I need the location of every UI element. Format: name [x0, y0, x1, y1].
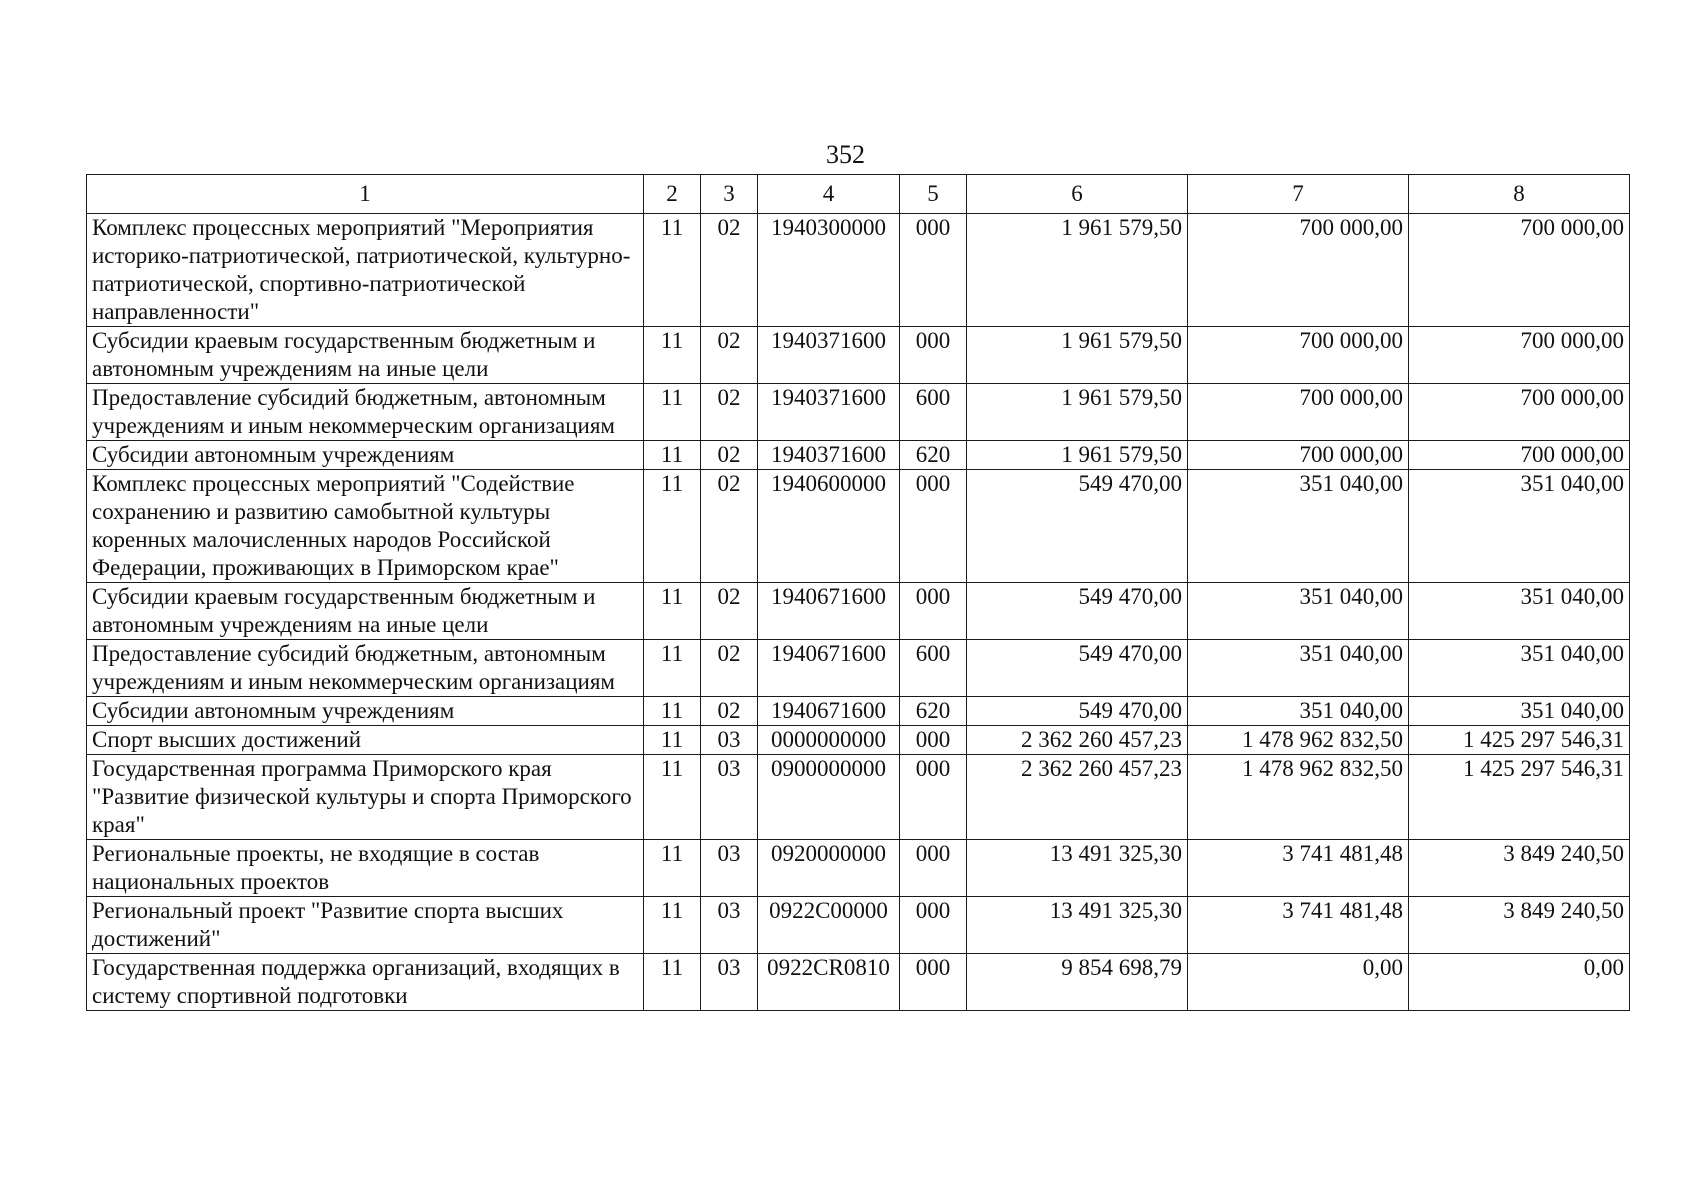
table-row	[87, 897, 1630, 954]
expense-type-code: 620	[900, 441, 967, 470]
section-code: 11	[644, 214, 701, 327]
row-name: Региональные проекты, не входящие в состав национальных проектов	[87, 840, 644, 897]
table-row	[87, 954, 1630, 1011]
target-article-code: 1940600000	[758, 470, 900, 583]
table-row	[87, 470, 1630, 583]
expense-type-code: 000	[900, 897, 967, 954]
expense-type-code: 000	[900, 840, 967, 897]
amount-col6: 1 961 579,50	[967, 327, 1188, 384]
row-name: Комплекс процессных мероприятий "Мероприятия историко-патриотической, патриотической, культурно-патриотической, спортивно-патриотической направленности"	[87, 214, 644, 327]
target-article-code: 1940371600	[758, 384, 900, 441]
amount-col8: 700 000,00	[1409, 441, 1630, 470]
table-row	[87, 583, 1630, 640]
amount-col8: 700 000,00	[1409, 214, 1630, 327]
target-article-code: 0922СR0810	[758, 954, 900, 1011]
amount-col6: 2 362 260 457,23	[967, 726, 1188, 755]
section-code: 11	[644, 897, 701, 954]
subsection-code: 03	[701, 840, 758, 897]
amount-col8: 351 040,00	[1409, 640, 1630, 697]
section-code: 11	[644, 726, 701, 755]
expense-type-code: 000	[900, 755, 967, 840]
subsection-code: 02	[701, 697, 758, 726]
row-name: Государственная поддержка организаций, входящих в систему спортивной подготовки	[87, 954, 644, 1011]
subsection-code: 02	[701, 470, 758, 583]
amount-col8: 3 849 240,50	[1409, 897, 1630, 954]
expense-type-code: 600	[900, 384, 967, 441]
table-row	[87, 214, 1630, 327]
amount-col8: 1 425 297 546,31	[1409, 726, 1630, 755]
subsection-code: 02	[701, 327, 758, 384]
amount-col7: 3 741 481,48	[1188, 840, 1409, 897]
amount-col7: 351 040,00	[1188, 697, 1409, 726]
subsection-code: 02	[701, 384, 758, 441]
section-code: 11	[644, 327, 701, 384]
subsection-code: 03	[701, 897, 758, 954]
section-code: 11	[644, 470, 701, 583]
amount-col6: 9 854 698,79	[967, 954, 1188, 1011]
amount-col7: 700 000,00	[1188, 384, 1409, 441]
column-header: 4	[758, 175, 900, 214]
expense-type-code: 620	[900, 697, 967, 726]
section-code: 11	[644, 640, 701, 697]
expense-type-code: 000	[900, 327, 967, 384]
amount-col6: 1 961 579,50	[967, 384, 1188, 441]
target-article-code: 1940671600	[758, 583, 900, 640]
amount-col7: 351 040,00	[1188, 470, 1409, 583]
table-row	[87, 441, 1630, 470]
target-article-code: 1940671600	[758, 640, 900, 697]
section-code: 11	[644, 583, 701, 640]
section-code: 11	[644, 954, 701, 1011]
subsection-code: 02	[701, 583, 758, 640]
amount-col6: 549 470,00	[967, 470, 1188, 583]
section-code: 11	[644, 755, 701, 840]
amount-col7: 700 000,00	[1188, 214, 1409, 327]
section-code: 11	[644, 384, 701, 441]
table-row	[87, 726, 1630, 755]
amount-col8: 351 040,00	[1409, 583, 1630, 640]
target-article-code: 1940671600	[758, 697, 900, 726]
row-name: Субсидии краевым государственным бюджетным и автономным учреждениям на иные цели	[87, 327, 644, 384]
expense-type-code: 000	[900, 470, 967, 583]
section-code: 11	[644, 840, 701, 897]
subsection-code: 03	[701, 954, 758, 1011]
row-name: Субсидии краевым государственным бюджетным и автономным учреждениям на иные цели	[87, 583, 644, 640]
subsection-code: 03	[701, 755, 758, 840]
table-row	[87, 640, 1630, 697]
expense-type-code: 000	[900, 583, 967, 640]
target-article-code: 0900000000	[758, 755, 900, 840]
row-name: Субсидии автономным учреждениям	[87, 697, 644, 726]
amount-col8: 351 040,00	[1409, 697, 1630, 726]
target-article-code: 1940371600	[758, 441, 900, 470]
budget-table	[86, 174, 1630, 1011]
amount-col7: 700 000,00	[1188, 441, 1409, 470]
amount-col7: 1 478 962 832,50	[1188, 755, 1409, 840]
expense-type-code: 000	[900, 726, 967, 755]
target-article-code: 1940300000	[758, 214, 900, 327]
amount-col6: 549 470,00	[967, 583, 1188, 640]
subsection-code: 02	[701, 640, 758, 697]
amount-col7: 351 040,00	[1188, 583, 1409, 640]
table-row	[87, 755, 1630, 840]
subsection-code: 02	[701, 441, 758, 470]
table-row	[87, 327, 1630, 384]
table-row	[87, 384, 1630, 441]
amount-col8: 0,00	[1409, 954, 1630, 1011]
subsection-code: 03	[701, 726, 758, 755]
target-article-code: 0000000000	[758, 726, 900, 755]
column-header: 2	[644, 175, 701, 214]
expense-type-code: 000	[900, 214, 967, 327]
row-name: Предоставление субсидий бюджетным, автономным учреждениям и иным некоммерческим организациям	[87, 384, 644, 441]
amount-col6: 13 491 325,30	[967, 897, 1188, 954]
row-name: Комплекс процессных мероприятий "Содействие сохранению и развитию самобытной культуры коренных малочисленных народов Российской Федерации, проживающих в Приморском крае"	[87, 470, 644, 583]
table-row	[87, 840, 1630, 897]
expense-type-code: 000	[900, 954, 967, 1011]
target-article-code: 0922С00000	[758, 897, 900, 954]
column-header: 5	[900, 175, 967, 214]
amount-col6: 1 961 579,50	[967, 441, 1188, 470]
amount-col8: 1 425 297 546,31	[1409, 755, 1630, 840]
row-name: Субсидии автономным учреждениям	[87, 441, 644, 470]
target-article-code: 0920000000	[758, 840, 900, 897]
amount-col6: 13 491 325,30	[967, 840, 1188, 897]
row-name: Предоставление субсидий бюджетным, автономным учреждениям и иным некоммерческим организациям	[87, 640, 644, 697]
amount-col6: 549 470,00	[967, 697, 1188, 726]
amount-col8: 351 040,00	[1409, 470, 1630, 583]
row-name: Государственная программа Приморского края "Развитие физической культуры и спорта Приморского края"	[87, 755, 644, 840]
row-name: Спорт высших достижений	[87, 726, 644, 755]
amount-col8: 3 849 240,50	[1409, 840, 1630, 897]
amount-col7: 1 478 962 832,50	[1188, 726, 1409, 755]
column-header: 3	[701, 175, 758, 214]
amount-col6: 2 362 260 457,23	[967, 755, 1188, 840]
column-header: 7	[1188, 175, 1409, 214]
page-number: 352	[826, 140, 865, 169]
amount-col6: 549 470,00	[967, 640, 1188, 697]
amount-col8: 700 000,00	[1409, 327, 1630, 384]
amount-col6: 1 961 579,50	[967, 214, 1188, 327]
row-name: Региональный проект "Развитие спорта высших достижений"	[87, 897, 644, 954]
column-header: 1	[87, 175, 644, 214]
amount-col7: 0,00	[1188, 954, 1409, 1011]
column-header: 8	[1409, 175, 1630, 214]
amount-col7: 3 741 481,48	[1188, 897, 1409, 954]
section-code: 11	[644, 441, 701, 470]
subsection-code: 02	[701, 214, 758, 327]
table-row	[87, 697, 1630, 726]
expense-type-code: 600	[900, 640, 967, 697]
amount-col7: 351 040,00	[1188, 640, 1409, 697]
section-code: 11	[644, 697, 701, 726]
header-row	[87, 175, 1630, 214]
amount-col7: 700 000,00	[1188, 327, 1409, 384]
target-article-code: 1940371600	[758, 327, 900, 384]
column-header: 6	[967, 175, 1188, 214]
amount-col8: 700 000,00	[1409, 384, 1630, 441]
